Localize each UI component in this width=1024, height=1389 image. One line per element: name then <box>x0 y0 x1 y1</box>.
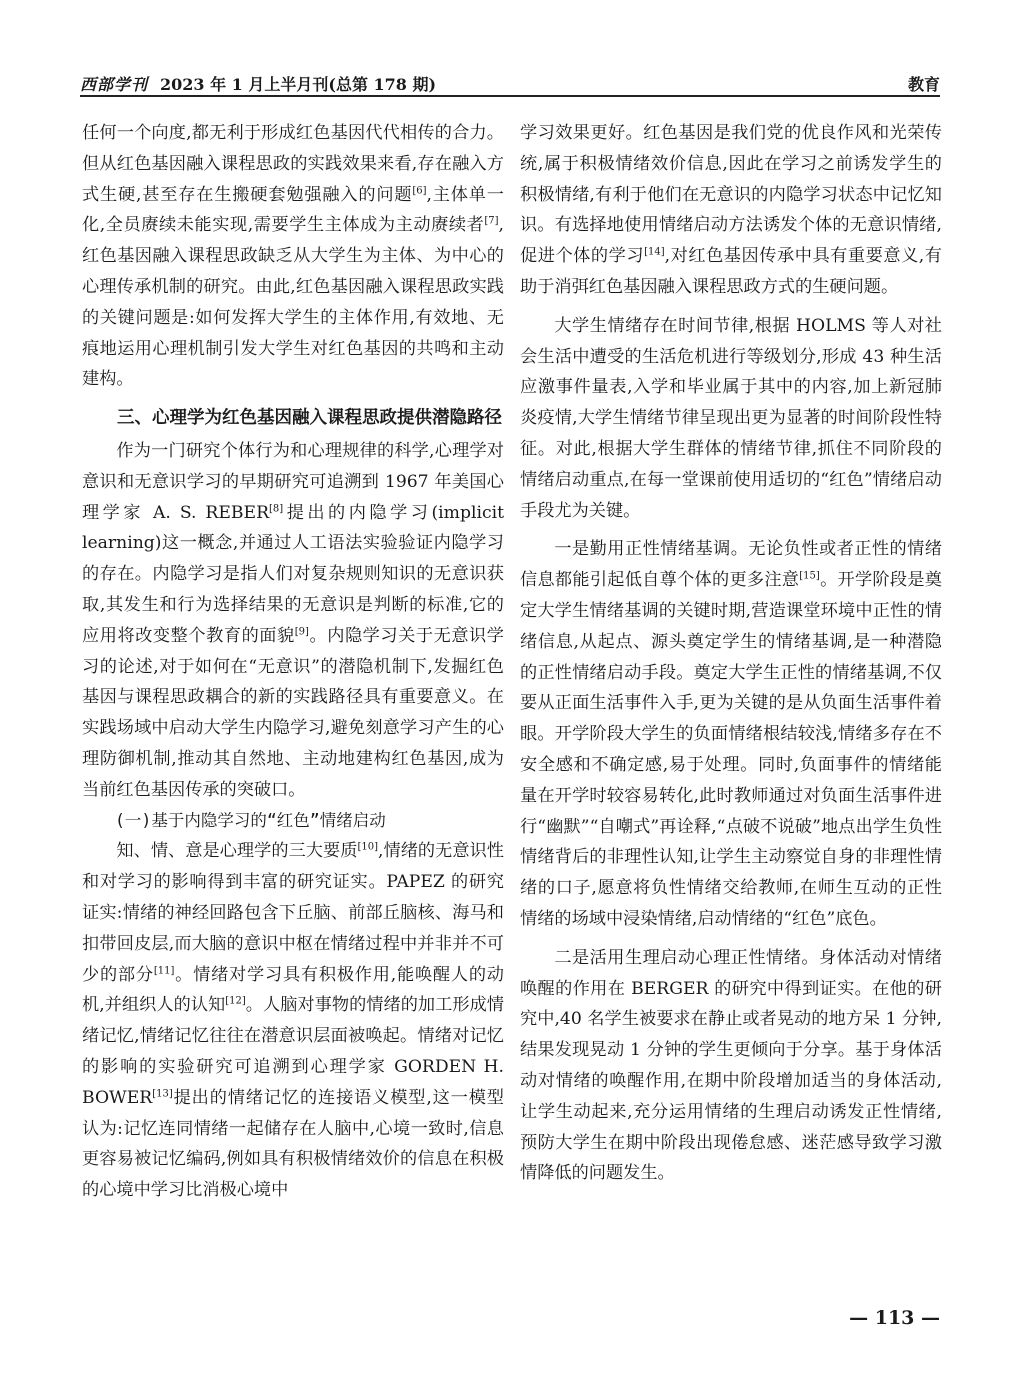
paragraph: 一是勤用正性情绪基调。无论负性或者正性的情绪信息都能引起低自尊个体的更多注意[15]。开学阶段是奠定大学生情绪基调的关键时期,营造课堂环境中正性的情绪信息,从起点、源头奠定学生的情绪基调,是一种潜隐的正性情绪启动手段。奠定大学生正性的情绪基调,不仅要从正面生活事件入手,更为关键的是从负面生活事件着眼。开学阶段大学生的负面情绪根结较浅,情绪多存在不安全感和不确定感,易于处理。同时,负面事件的情绪能量在开学时较容易转化,此时教师通过对负面生活事件进行“幽默”“自嘲式”再诠释,“点破不说破”地点出学生负性情绪背后的非理性认知,让学生主动察觉自身的非理性情绪的口子,愿意将负性情绪交给教师,在师生互动的正性情绪的场域中浸染情绪,启动情绪的“红色”底色。 <box>520 539 942 929</box>
paragraph: 大学生情绪存在时间节律,根据 HOLMS 等人对社会生活中遭受的生活危机进行等级划分,形成 43 种生活应激事件量表,入学和毕业属于其中的内容,加上新冠肺炎疫情,大学生情绪节律呈现出更为显著的时间阶段性特征。对此,根据大学生群体的情绪节律,抓住不同阶段的情绪启动重点,在每一堂课前使用适切的“红色”情绪启动手段尤为关键。 <box>520 315 942 521</box>
section-label: 教育 <box>907 75 940 94</box>
paragraph: 学习效果更好。红色基因是我们党的优良作风和光荣传统,属于积极情绪效价信息,因此在学习之前诱发学生的积极情绪,有利于他们在无意识的内隐学习状态中记忆知识。有选择地使用情绪启动方法诱发个体的无意识情绪,促进个体的学习[14],对红色基因传承中具有重要意义,有助于消弭红色基因融入课程思政方式的生硬问题。 <box>520 123 942 297</box>
issue-info: 2023 年 1 月上半月刊(总第 178 期) <box>160 75 437 94</box>
section-heading: 三、心理学为红色基因融入课程思政提供潜隐路径 <box>117 408 502 429</box>
subsection-heading: (一)基于内隐学习的“红色”情绪启动 <box>115 810 386 830</box>
citation: [15] <box>799 570 820 582</box>
citation: [10] <box>357 841 378 853</box>
citation: [11] <box>153 964 175 976</box>
header-rule <box>80 95 940 97</box>
page-number: — 113 — <box>849 1307 940 1329</box>
left-column <box>82 118 504 1206</box>
running-header <box>80 70 940 100</box>
citation: [7] <box>484 215 499 227</box>
paragraph: 作为一门研究个体行为和心理规律的科学,心理学对意识和无意识学习的早期研究可追溯到 1967 年美国心理学家 A. S. REBER[8]提出的内隐学习(implicit learning)这一概念,并通过人工语法实验验证内隐学习的存在。内隐学习是指人们对复杂规则知识的无意识获取,其发生和行为选择结果的无意识是判断的标准,它的应用将改变整个教育的面貌[9]。内隐学习关于无意识学习的论述,对于如何在“无意识”的潜隐机制下,发掘红色基因与课程思政耦合的新的实践路径具有重要意义。在实践场域中启动大学生内隐学习,避免刻意学习产生的心理防御机制,推动其自然地、主动地建构红色基因,成为当前红色基因传承的突破口。 <box>82 440 504 800</box>
citation: [12] <box>225 995 246 1007</box>
journal-logo: 西部学刊 <box>80 75 149 94</box>
citation: [14] <box>644 246 665 258</box>
citation: [6] <box>412 184 427 196</box>
citation: [8] <box>269 502 284 514</box>
right-column <box>520 118 942 1189</box>
citation: [9] <box>294 626 309 638</box>
citation: [13] <box>152 1087 173 1099</box>
paragraph: 二是活用生理启动心理正性情绪。身体活动对情绪唤醒的作用在 BERGER 的研究中得到证实。在他的研究中,40 名学生被要求在静止或者晃动的地方呆 1 分钟,结果发现晃动 1 分钟的学生更倾向于分享。基于身体活动对情绪的唤醒作用,在期中阶段增加适当的身体活动,让学生动起来,充分运用情绪的生理启动诱发正性情绪,预防大学生在期中阶段出现倦怠感、迷茫感导致学习激情降低的问题发生。 <box>520 947 942 1184</box>
paragraph: 任何一个向度,都无利于形成红色基因代代相传的合力。但从红色基因融入课程思政的实践效果来看,存在融入方式生硬,甚至存在生搬硬套勉强融入的问题[6],主体单一化,全员赓续未能实现,需要学生主体成为主动赓续者[7],红色基因融入课程思政缺乏从大学生为主体、为中心的心理传承机制的研究。由此,红色基因融入课程思政实践的关键问题是:如何发挥大学生的主体作用,有效地、无痕地运用心理机制引发大学生对红色基因的共鸣和主动建构。 <box>82 123 504 390</box>
paragraph: 知、情、意是心理学的三大要质[10],情绪的无意识性和对学习的影响得到丰富的研究证实。PAPEZ 的研究证实:情绪的神经回路包含下丘脑、前部丘脑核、海马和扣带回皮层,而大脑的意识中枢在情绪过程中并非并不可少的部分[11]。情绪对学习具有积极作用,能唤醒人的动机,并组织人的认知[12]。人脑对事物的情绪的加工形成情绪记忆,情绪记忆往往在潜意识层面被唤起。情绪对记忆的影响的实验研究可追溯到心理学家 GORDEN H. BOWER[13]提出的情绪记忆的连接语义模型,这一模型认为:记忆连同情绪一起储存在人脑中,心境一致时,信息更容易被记忆编码,例如具有积极情绪效价的信息在积极的心境中学习比消极心境中 <box>82 841 504 1201</box>
